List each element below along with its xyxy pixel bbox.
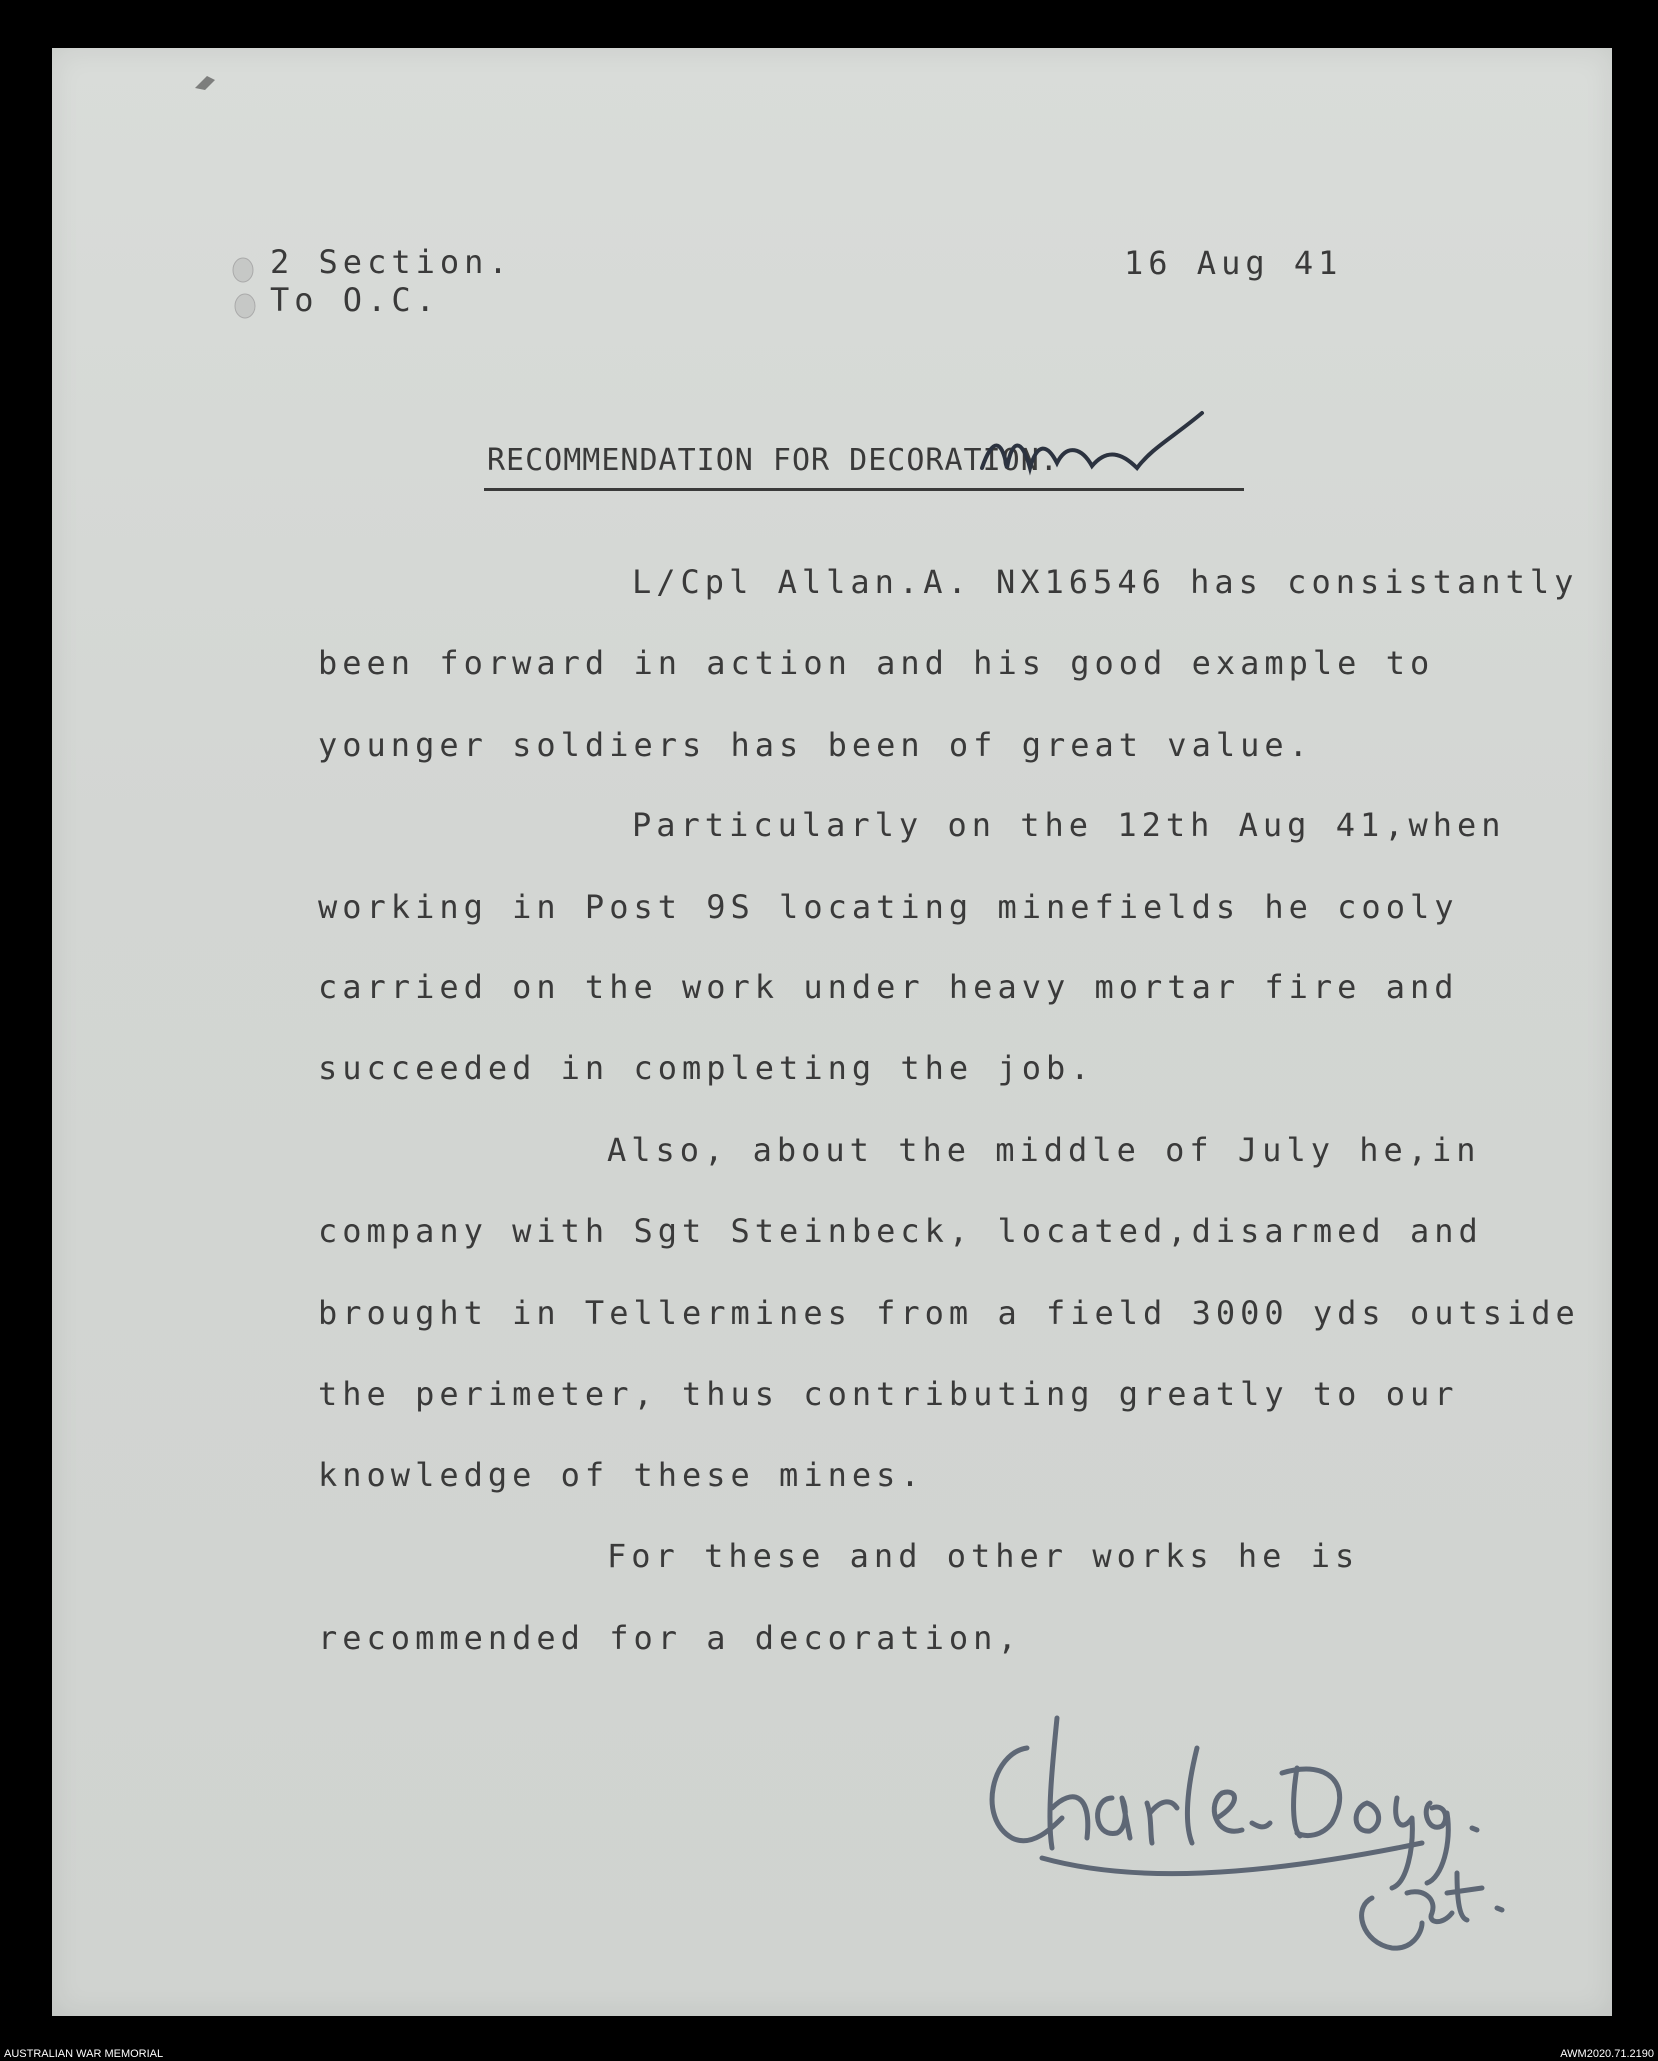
paragraph-line-7: succeeded in completing the job. — [318, 1049, 1095, 1087]
recipient: To O.C. — [270, 281, 440, 319]
letter-page — [52, 48, 1612, 2016]
letter-date: 16 Aug 41 — [1124, 244, 1343, 282]
sender-section: 2 Section. — [270, 243, 513, 281]
paragraph-line-5: working in Post 9S locating minefields he cooly — [318, 888, 1459, 926]
paragraph-line-10: brought in Tellermines from a field 3000 yds outside — [318, 1294, 1580, 1332]
paragraph-line-4: Particularly on the 12th Aug 41,when — [632, 806, 1506, 844]
paragraph-line-11: the perimeter, thus contributing greatly to our — [318, 1375, 1459, 1413]
footer-accession-number: AWM2020.71.2190 — [1560, 2048, 1654, 2060]
signature-icon — [952, 1708, 1512, 1968]
paragraph-line-1: L/Cpl Allan.A. NX16546 has consistantly — [632, 563, 1579, 601]
paragraph-line-8: Also, about the middle of July he,in — [607, 1131, 1481, 1169]
paragraph-line-12: knowledge of these mines. — [318, 1456, 925, 1494]
paragraph-line-3: younger soldiers has been of great value. — [318, 726, 1313, 764]
letter-heading: RECOMMENDATION FOR DECORATION. — [487, 443, 1059, 478]
staple-hole-icon — [227, 248, 267, 328]
footer-institution: AUSTRALIAN WAR MEMORIAL — [4, 2048, 164, 2060]
paragraph-line-9: company with Sgt Steinbeck, located,disarmed and — [318, 1212, 1483, 1250]
paragraph-line-6: carried on the work under heavy mortar fire and — [318, 968, 1459, 1006]
paragraph-line-14: recommended for a decoration, — [318, 1619, 1022, 1657]
paragraph-line-2: been forward in action and his good example to — [318, 644, 1435, 682]
punch-mark-icon — [187, 68, 227, 98]
paragraph-line-13: For these and other works he is — [607, 1537, 1360, 1575]
handwritten-correction-icon — [972, 408, 1232, 498]
